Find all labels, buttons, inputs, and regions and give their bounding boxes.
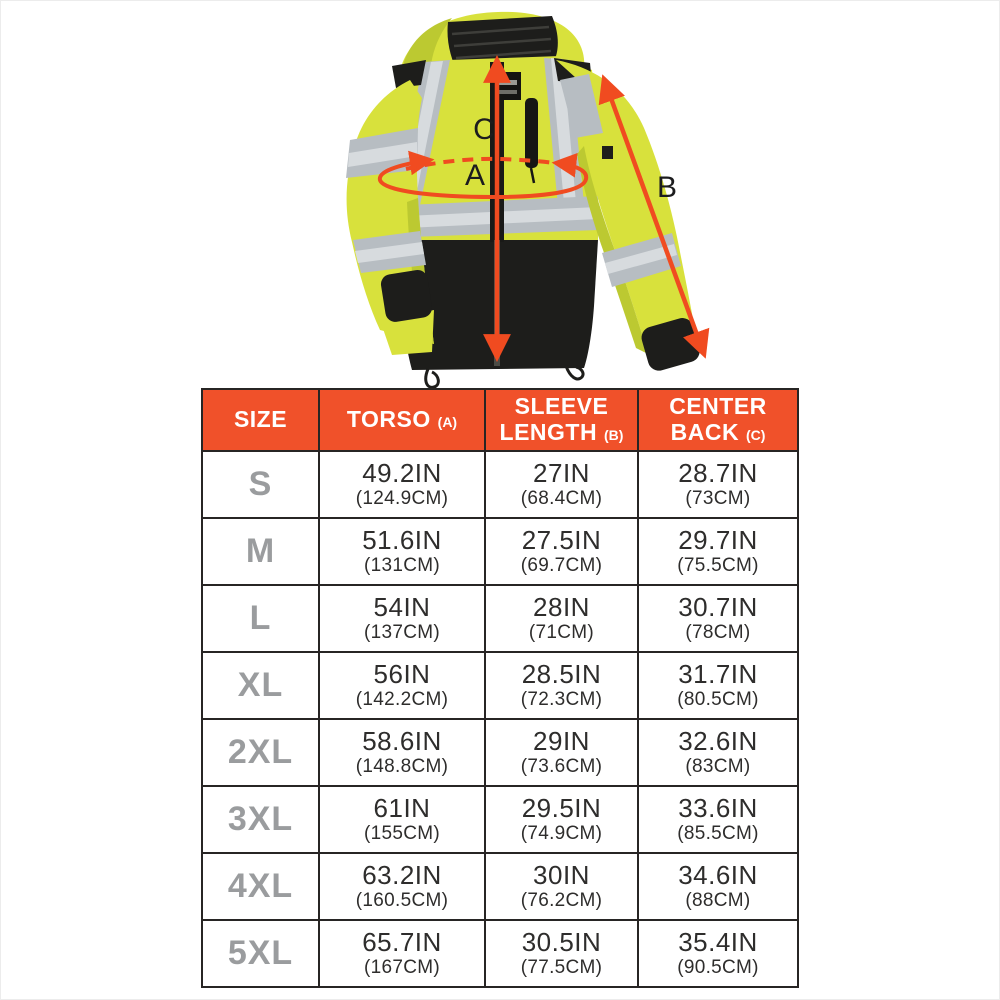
value-in: 29.7IN: [678, 525, 758, 556]
value-cm: (131CM): [363, 554, 440, 576]
value-in: 63.2IN: [362, 860, 442, 891]
torso-value: [319, 920, 485, 987]
col-header-sleeve: [485, 389, 638, 451]
value-in: 31.7IN: [678, 659, 758, 690]
col-header-sleeve-label: SLEEVE LENGTH: [499, 393, 609, 445]
value-cm: (124.9CM): [355, 487, 449, 509]
chest-pocket-zipper: [525, 98, 538, 168]
size-label: 4XL: [202, 853, 319, 920]
value-cm: (85.5CM): [677, 822, 759, 844]
value-in: 51.6IN: [362, 525, 442, 556]
value-cm: (69.7CM): [520, 554, 603, 576]
header-row: [202, 389, 798, 451]
col-header-torso-ref: (A): [437, 414, 458, 431]
value-cm: (137CM): [363, 621, 440, 643]
sleeve-value: [485, 585, 638, 652]
torso-value: [319, 719, 485, 786]
value-in: 54IN: [373, 592, 431, 623]
center-back-value: [638, 719, 798, 786]
center-back-value: [638, 518, 798, 585]
torso-label: A: [464, 159, 486, 192]
table-row: [202, 920, 798, 987]
sleeve-value: [485, 920, 638, 987]
center-back-value: [638, 585, 798, 652]
col-header-torso-label: TORSO: [346, 406, 431, 433]
value-cm: (72.3CM): [520, 688, 603, 710]
value-in: 27.5IN: [521, 525, 602, 556]
value-in: 35.4IN: [678, 927, 758, 958]
sleeve-value: [485, 652, 638, 719]
sleeve-value: [485, 451, 638, 518]
value-cm: (80.5CM): [677, 688, 759, 710]
value-in: 27IN: [533, 458, 590, 489]
sleeve-value: [485, 786, 638, 853]
value-in: 29IN: [533, 726, 590, 757]
value-in: 32.6IN: [678, 726, 758, 757]
sleeve-value: [485, 853, 638, 920]
size-label: M: [202, 518, 319, 585]
value-cm: (167CM): [363, 956, 440, 978]
size-label: XL: [202, 652, 319, 719]
col-header-center-back-label: CENTER BACK: [669, 393, 767, 445]
table-row: [202, 652, 798, 719]
center-back-value: [638, 652, 798, 719]
value-cm: (90.5CM): [677, 956, 759, 978]
table-row: [202, 853, 798, 920]
size-label: 5XL: [202, 920, 319, 987]
table-row: [202, 719, 798, 786]
value-cm: (75.5CM): [677, 554, 759, 576]
value-cm: (83CM): [685, 755, 751, 777]
center-back-value: [638, 853, 798, 920]
center-back-value: [638, 451, 798, 518]
table-row: [202, 786, 798, 853]
size-chart-table: [201, 388, 799, 988]
value-in: 34.6IN: [678, 860, 758, 891]
value-cm: (76.2CM): [520, 889, 603, 911]
value-cm: (142.2CM): [355, 688, 449, 710]
value-in: 30IN: [533, 860, 590, 891]
col-header-center-back: [638, 389, 798, 451]
sleeve-label: B: [656, 171, 678, 204]
value-cm: (73CM): [685, 487, 751, 509]
torso-value: [319, 451, 485, 518]
size-chart: [201, 388, 799, 988]
sleeve-value: [485, 719, 638, 786]
value-in: 29.5IN: [521, 793, 602, 824]
col-header-sleeve-ref: (B): [604, 427, 624, 443]
table-row: [202, 518, 798, 585]
value-in: 49.2IN: [362, 458, 442, 489]
value-in: 33.6IN: [678, 793, 758, 824]
value-in: 30.5IN: [521, 927, 602, 958]
size-label: L: [202, 585, 319, 652]
value-cm: (77.5CM): [520, 956, 603, 978]
value-in: 28.7IN: [678, 458, 758, 489]
value-cm: (88CM): [685, 889, 751, 911]
value-in: 65.7IN: [362, 927, 442, 958]
value-cm: (148.8CM): [355, 755, 449, 777]
torso-value: [319, 585, 485, 652]
value-cm: (160.5CM): [355, 889, 449, 911]
size-label: S: [202, 451, 319, 518]
value-cm: (71CM): [528, 621, 595, 643]
value-cm: (74.9CM): [520, 822, 603, 844]
value-cm: (155CM): [363, 822, 440, 844]
value-in: 58.6IN: [362, 726, 442, 757]
table-row: [202, 585, 798, 652]
value-in: 61IN: [373, 793, 431, 824]
value-cm: (68.4CM): [520, 487, 603, 509]
torso-value: [319, 518, 485, 585]
center-back-label: C: [473, 113, 495, 146]
center-back-value: [638, 786, 798, 853]
size-label: 2XL: [202, 719, 319, 786]
torso-value: [319, 786, 485, 853]
value-in: 30.7IN: [678, 592, 758, 623]
col-header-center-back-ref: (C): [745, 427, 766, 443]
col-header-torso: [319, 389, 485, 451]
torso-value: [319, 652, 485, 719]
value-cm: (78CM): [685, 621, 751, 643]
col-header-size: [202, 389, 319, 451]
torso-value: [319, 853, 485, 920]
value-in: 28.5IN: [521, 659, 602, 690]
center-back-value: [638, 920, 798, 987]
table-row: [202, 451, 798, 518]
col-header-size-label: SIZE: [233, 406, 288, 433]
value-in: 28IN: [533, 592, 590, 623]
jacket-measurement-diagram: [0, 0, 1000, 390]
value-cm: (73.6CM): [520, 755, 603, 777]
size-label: 3XL: [202, 786, 319, 853]
sleeve-value: [485, 518, 638, 585]
value-in: 56IN: [373, 659, 431, 690]
